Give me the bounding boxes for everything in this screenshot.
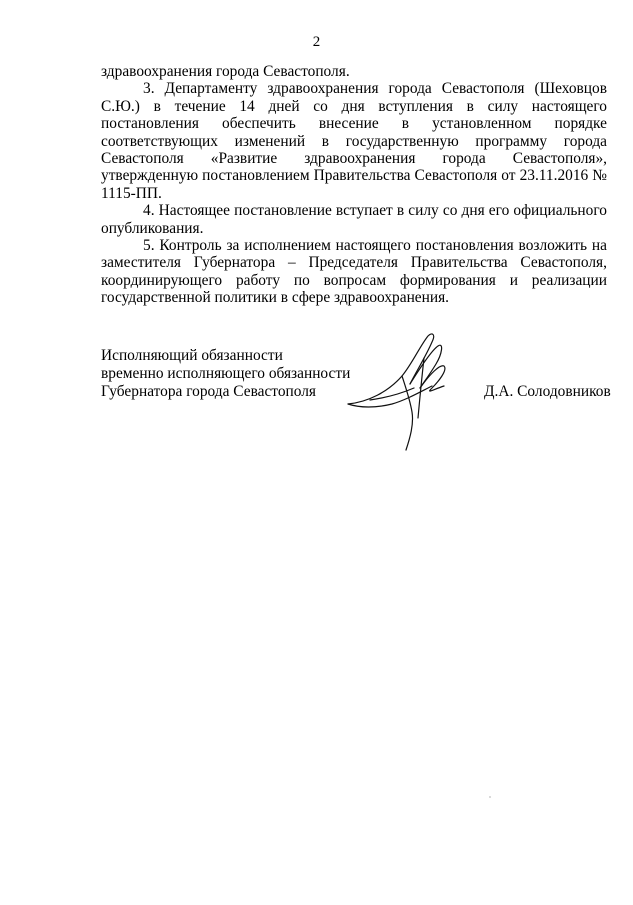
signatory-position [101,347,350,401]
scan-speck [489,796,491,798]
handwritten-signature [340,328,470,454]
paragraph-item-3: 3. Департаменту здравоохранения города Севастополя (Шеховцов С.Ю.) в течение 14 дней со дня вступления в силу настоящего постановления обеспечить внесение в установленном порядке соответствующих изменений в государственную программу города Севастополя «Развитие здравоохранения города Севастополя», утвержденную постановлением Правительства Севастополя от 23.11.2016 № 1115-ПП. [101,80,607,202]
position-line: временно исполняющего обязанности [101,365,351,382]
paragraph-item-5: 5. Контроль за исполнением настоящего постановления возложить на заместителя Губернатора – Председателя Правительства Севастополя, координирующего работу по вопросам формирования и реализации государственной политики в сфере здравоохранения. [101,237,607,307]
signer-name: Д.А. Солодовников [484,383,611,400]
document-body [101,63,607,307]
page-number: 2 [312,34,321,50]
paragraph-item-4: 4. Настоящее постановление вступает в силу со дня его официального опубликования. [101,202,607,237]
position-line: Губернатора города Севастополя [101,383,317,400]
paragraph-continuation: здравоохранения города Севастополя. [101,63,350,80]
position-line: Исполняющий обязанности [101,347,283,364]
